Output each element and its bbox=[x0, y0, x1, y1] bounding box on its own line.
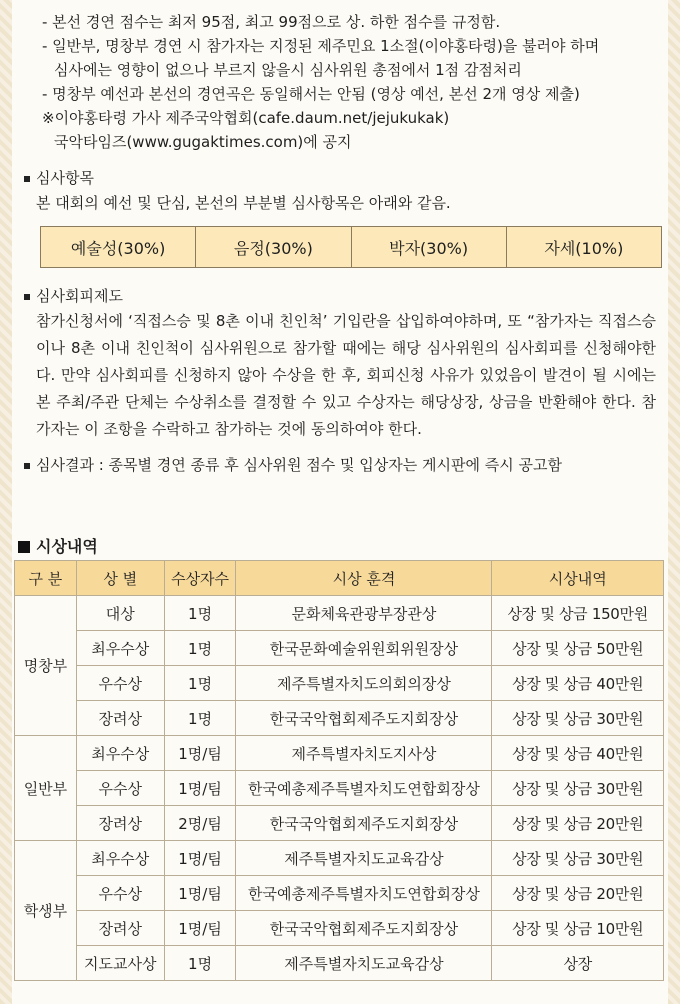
prize-cell: 상장 bbox=[492, 946, 664, 981]
square-bullet-icon bbox=[24, 294, 30, 300]
honor-cell: 한국국악협회제주도지회장상 bbox=[236, 911, 492, 946]
header-award: 상 별 bbox=[76, 561, 164, 596]
honor-cell: 한국예총제주특별자치도연합회장상 bbox=[236, 876, 492, 911]
prize-cell: 상장 및 상금 30만원 bbox=[492, 771, 664, 806]
rules-content bbox=[24, 10, 664, 477]
black-square-icon bbox=[18, 541, 30, 553]
honor-cell: 한국예총제주특별자치도연합회장상 bbox=[236, 771, 492, 806]
prize-cell: 상장 및 상금 50만원 bbox=[492, 631, 664, 666]
count-cell: 1명/팀 bbox=[164, 736, 236, 771]
criteria-item: 자세(10%) bbox=[544, 238, 624, 258]
left-border-pattern bbox=[0, 0, 12, 1004]
prize-cell: 상장 및 상금 20만원 bbox=[492, 806, 664, 841]
result-line: 심사결과 : 종목별 경연 종류 후 심사위원 점수 및 입상자는 게시판에 즉시 공고함 bbox=[24, 453, 664, 477]
criteria-item: 예술성(30%) bbox=[41, 227, 196, 267]
table-row bbox=[15, 596, 664, 631]
award-cell: 우수상 bbox=[76, 666, 164, 701]
honor-cell: 제주특별자치도교육감상 bbox=[236, 841, 492, 876]
criteria-heading: 심사항목 bbox=[24, 166, 664, 190]
square-bullet-icon bbox=[24, 176, 30, 182]
honor-cell: 제주특별자치도교육감상 bbox=[236, 946, 492, 981]
table-row bbox=[15, 806, 664, 841]
awards-title: 시상내역 bbox=[18, 534, 98, 557]
rule-line-5: ※이야홍타령 가사 제주국악협회(cafe.daum.net/jejukukak) bbox=[42, 109, 450, 127]
prize-cell: 상장 및 상금 30만원 bbox=[492, 701, 664, 736]
prize-cell: 상장 및 상금 150만원 bbox=[492, 596, 664, 631]
header-count: 수상자수 bbox=[164, 561, 236, 596]
award-cell: 장려상 bbox=[76, 806, 164, 841]
rule-line-1: - 본선 경연 점수는 최저 95점, 최고 99점으로 상. 하한 점수를 규정함. bbox=[42, 13, 501, 31]
count-cell: 2명/팀 bbox=[164, 806, 236, 841]
count-cell: 1명 bbox=[164, 666, 236, 701]
rule-line-4: - 명창부 예선과 본선의 경연곡은 동일해서는 안됨 (영상 예선, 본선 2개 영상 제출) bbox=[42, 85, 580, 103]
honor-cell: 제주특별자치도지사상 bbox=[236, 736, 492, 771]
header-division: 구 분 bbox=[15, 561, 77, 596]
award-cell: 우수상 bbox=[76, 771, 164, 806]
honor-cell: 한국문화예술위원회위원장상 bbox=[236, 631, 492, 666]
count-cell: 1명/팀 bbox=[164, 771, 236, 806]
prize-cell: 상장 및 상금 10만원 bbox=[492, 911, 664, 946]
awards-table bbox=[14, 560, 664, 981]
table-row bbox=[15, 841, 664, 876]
count-cell: 1명/팀 bbox=[164, 841, 236, 876]
prize-cell: 상장 및 상금 40만원 bbox=[492, 736, 664, 771]
prize-cell: 상장 및 상금 20만원 bbox=[492, 876, 664, 911]
honor-cell: 문화체육관광부장관상 bbox=[236, 596, 492, 631]
count-cell: 1명/팀 bbox=[164, 911, 236, 946]
table-row bbox=[15, 701, 664, 736]
recusal-body: 참가신청서에 ‘직접스승 및 8촌 이내 친인척’ 기입란을 삽입하여야하며, 또 “참가자는 직접스승이나 8촌 이내 친인척이 심사위원으로 참가할 때에는 해당 심사위원의 심사회피를 신청해야한다. 만약 심사회피를 신청하지 않아 수상을 한 후, 회피신청 사유가 있었음이 발견이 될 시에는 본 주최/주관 단체는 수상취소를 결정할 수 있고 수상자는 해당상장, 상금을 반환해야 한다. 참가자는 이 조항을 수락하고 참가하는 것에 동의하여야 한다. bbox=[36, 312, 656, 438]
award-cell: 최우수상 bbox=[76, 631, 164, 666]
header-honor: 시상 훈격 bbox=[236, 561, 492, 596]
criteria-table bbox=[40, 226, 662, 268]
table-row bbox=[15, 771, 664, 806]
honor-cell: 제주특별자치도의회의장상 bbox=[236, 666, 492, 701]
prize-cell: 상장 및 상금 40만원 bbox=[492, 666, 664, 701]
table-row bbox=[15, 946, 664, 981]
count-cell: 1명 bbox=[164, 631, 236, 666]
award-cell: 장려상 bbox=[76, 701, 164, 736]
prize-cell: 상장 및 상금 30만원 bbox=[492, 841, 664, 876]
table-row bbox=[15, 876, 664, 911]
award-cell: 최우수상 bbox=[76, 841, 164, 876]
division-cell: 학생부 bbox=[15, 841, 77, 981]
table-row bbox=[15, 911, 664, 946]
count-cell: 1명 bbox=[164, 596, 236, 631]
square-bullet-icon bbox=[24, 463, 30, 469]
rule-line-3: 심사에는 영향이 없으나 부르지 않을시 심사위원 총점에서 1점 감점처리 bbox=[54, 61, 522, 79]
recusal-heading: 심사회피제도 bbox=[24, 284, 664, 308]
right-border-pattern bbox=[668, 0, 680, 1004]
honor-cell: 한국국악협회제주도지회장상 bbox=[236, 701, 492, 736]
header-prize: 시상내역 bbox=[492, 561, 664, 596]
table-row bbox=[15, 666, 664, 701]
table-row bbox=[15, 631, 664, 666]
criteria-item: 박자(30%) bbox=[352, 227, 507, 267]
criteria-item: 음정(30%) bbox=[196, 227, 351, 267]
count-cell: 1명 bbox=[164, 946, 236, 981]
rule-line-6: 국악타임즈(www.gugaktimes.com)에 공지 bbox=[54, 133, 352, 151]
award-cell: 장려상 bbox=[76, 911, 164, 946]
award-cell: 우수상 bbox=[76, 876, 164, 911]
division-cell: 일반부 bbox=[15, 736, 77, 841]
award-cell: 지도교사상 bbox=[76, 946, 164, 981]
division-cell: 명창부 bbox=[15, 596, 77, 736]
count-cell: 1명 bbox=[164, 701, 236, 736]
honor-cell: 한국국악협회제주도지회장상 bbox=[236, 806, 492, 841]
rule-line-2: - 일반부, 명창부 경연 시 참가자는 지정된 제주민요 1소절(이야홍타령)을 불러야 하며 bbox=[42, 37, 600, 55]
table-row bbox=[15, 736, 664, 771]
criteria-description: 본 대회의 예선 및 단심, 본선의 부분별 심사항목은 아래와 같음. bbox=[36, 194, 451, 212]
award-cell: 최우수상 bbox=[76, 736, 164, 771]
award-cell: 대상 bbox=[76, 596, 164, 631]
awards-header-row bbox=[15, 561, 664, 596]
count-cell: 1명/팀 bbox=[164, 876, 236, 911]
